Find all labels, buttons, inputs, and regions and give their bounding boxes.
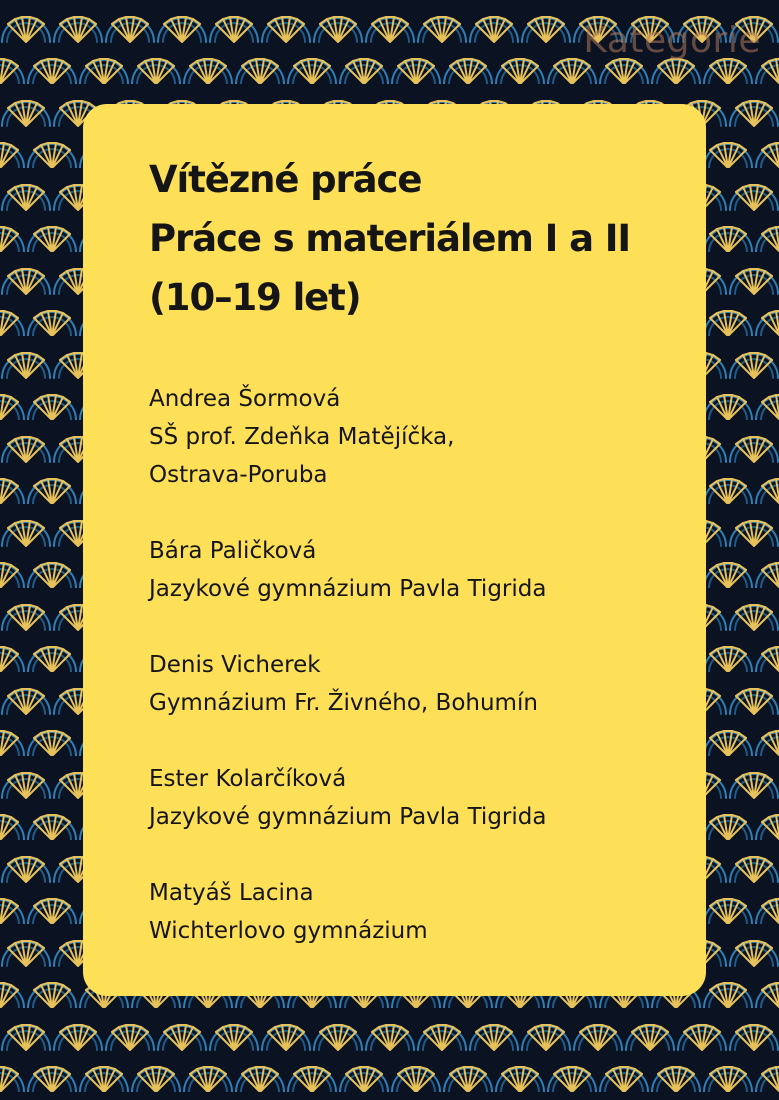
title-line-2: Práce s materiálem I a II (149, 217, 631, 260)
winner-name: Matyáš Lacina (149, 880, 314, 906)
winner-entry (149, 532, 686, 608)
winner-school: Jazykové gymnázium Pavla Tigrida (149, 804, 547, 830)
winner-name: Bára Paličková (149, 538, 317, 564)
winner-school: Wichterlovo gymnázium (149, 918, 428, 944)
winner-entry (149, 380, 686, 494)
winner-name: Andrea Šormová (149, 386, 341, 412)
winner-school: Gymnázium Fr. Živného, Bohumín (149, 690, 538, 716)
winner-name: Denis Vicherek (149, 652, 321, 678)
winner-entry (149, 760, 686, 836)
winner-entry (149, 874, 686, 950)
winner-entry (149, 646, 686, 722)
title-line-1: Vítězné práce (149, 158, 422, 201)
watermark-text: Kategorie (583, 20, 761, 61)
winner-school: Ostrava-Poruba (149, 462, 328, 488)
winner-school: SŠ prof. Zdeňka Matějíčka, (149, 424, 455, 450)
winners-list (149, 380, 686, 950)
winner-name: Ester Kolarčíková (149, 766, 347, 792)
winners-card (83, 104, 706, 996)
page-title (149, 150, 686, 327)
winner-school: Jazykové gymnázium Pavla Tigrida (149, 576, 547, 602)
title-line-3: (10–19 let) (149, 276, 361, 319)
